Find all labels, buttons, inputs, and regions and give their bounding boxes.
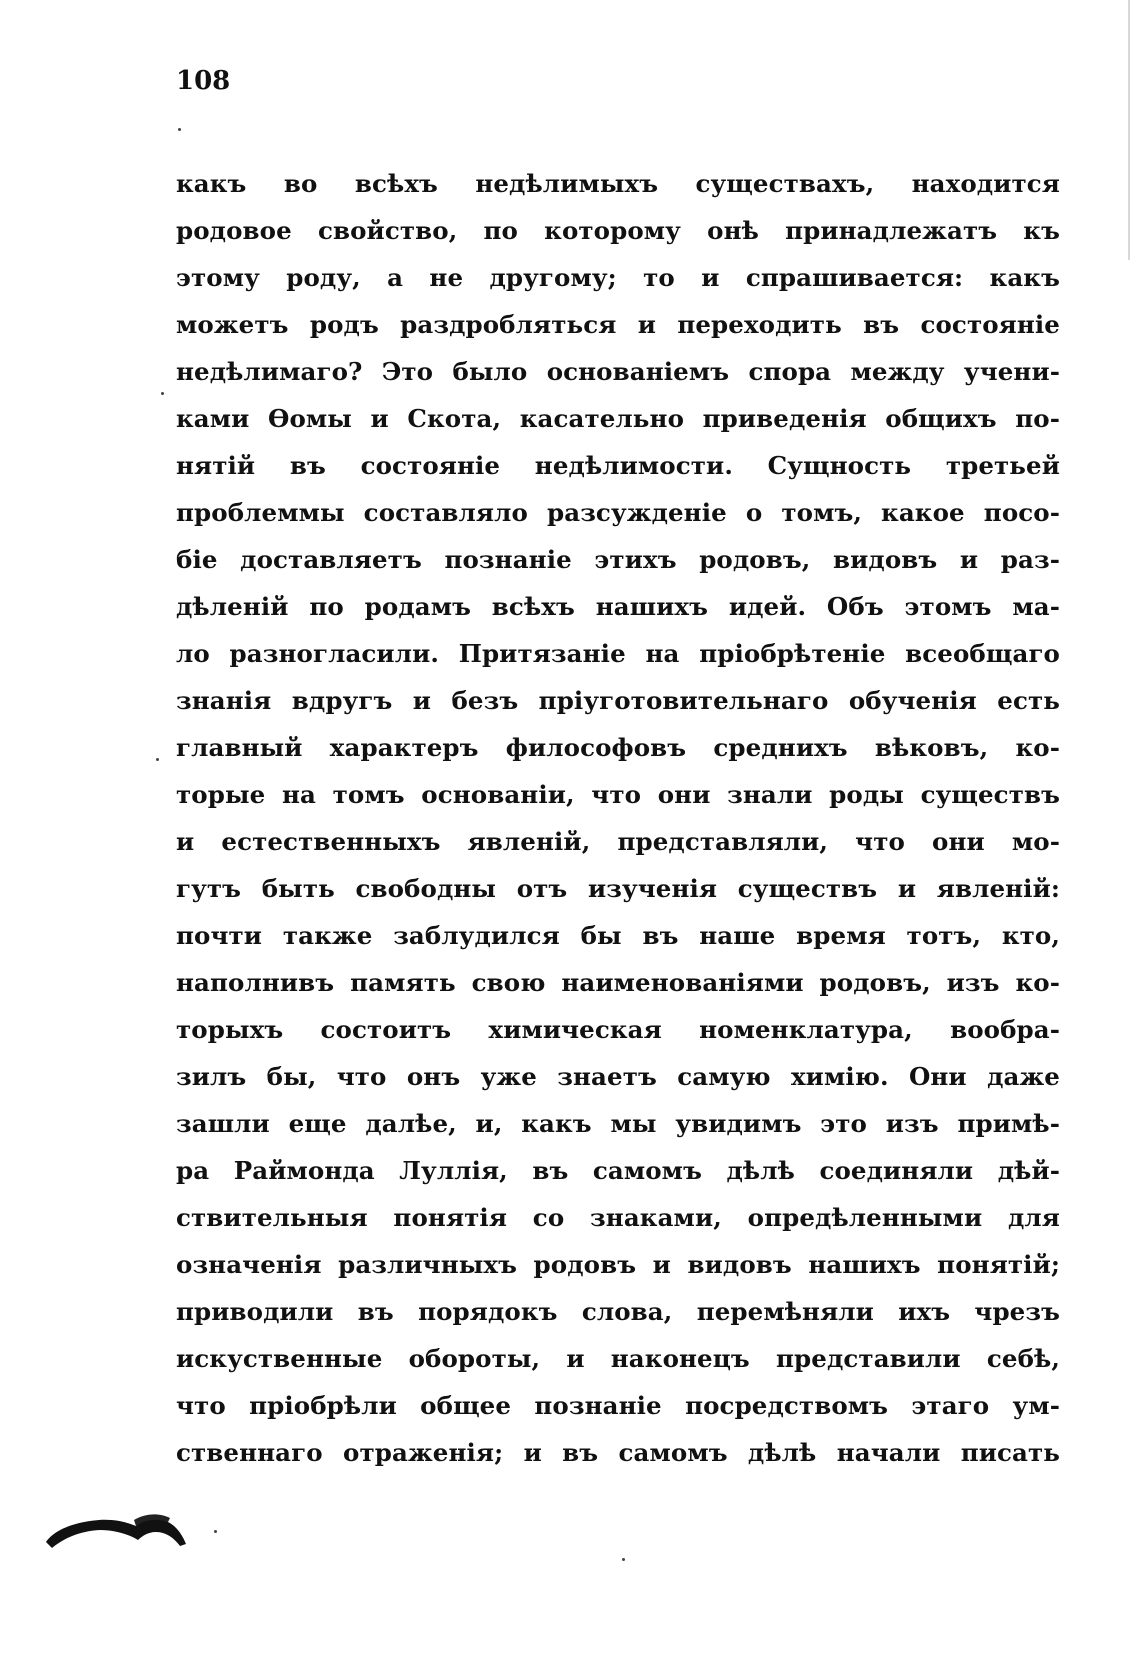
text-line: приводили въ порядокъ слова, перемѣняли ихъ чрезъ [176,1297,1060,1326]
body-text [176,160,1060,1476]
text-line: искуственные обороты, и наконецъ представили себѣ, [176,1344,1060,1373]
text-line: ственнаго отраженія; и въ самомъ дѣлѣ начали писать [176,1438,1060,1467]
text-line: и естественныхъ явленій, представляли, что они мо- [176,827,1060,856]
speck [156,758,159,761]
ink-blot-mark [44,1500,194,1560]
text-line: зилъ бы, что онъ уже знаетъ самую химію. Они даже [176,1062,1060,1091]
binding-edge [1128,0,1130,260]
text-line: дѣленій по родамъ всѣхъ нашихъ идей. Объ этомъ ма- [176,592,1060,621]
text-line: ствительныя понятія со знаками, опредѣленными для [176,1203,1060,1232]
text-line: проблеммы составляло разсужденіе о томъ, какое посо- [176,498,1060,527]
text-line: гутъ быть свободны отъ изученія существъ и явленій: [176,874,1060,903]
speck [178,128,181,131]
text-line: почти также заблудился бы въ наше время тотъ, кто, [176,921,1060,950]
text-line: ра Раймонда Луллія, въ самомъ дѣлѣ соединяли дѣй- [176,1156,1060,1185]
text-line: означенія различныхъ родовъ и видовъ нашихъ понятій; [176,1250,1060,1279]
text-line: недѣлимаго? Это было основаніемъ спора между учени- [176,357,1060,386]
text-line: знанія вдругъ и безъ пріуготовительнаго обученія есть [176,686,1060,715]
text-line: что пріобрѣли общее познаніе посредствомъ этаго ум- [176,1391,1060,1420]
speck [161,392,164,395]
text-line: главный характеръ философовъ среднихъ вѣковъ, ко- [176,733,1060,762]
text-line: торыхъ состоитъ химическая номенклатура, вообра- [176,1015,1060,1044]
speck [214,1530,217,1533]
text-line: нятій въ состояніе недѣлимости. Сущность третьей [176,451,1060,480]
text-line: наполнивъ память свою наименованіями родовъ, изъ ко- [176,968,1060,997]
text-line: біе доставляетъ познаніе этихъ родовъ, видовъ и раз- [176,545,1060,574]
text-line: родовое свойство, по которому онѣ принадлежатъ къ [176,216,1060,245]
text-line: этому роду, а не другому; то и спрашивается: какъ [176,263,1060,292]
speck [622,1558,625,1561]
text-line: ло разногласили. Притязаніе на пріобрѣтеніе всеобщаго [176,639,1060,668]
text-line: зашли еще далѣе, и, какъ мы увидимъ это изъ примѣ- [176,1109,1060,1138]
page-number: 108 [176,66,231,96]
text-line: какъ во всѣхъ недѣлимыхъ существахъ, находится [176,169,1060,198]
text-line: можетъ родъ раздробляться и переходить въ состояніе [176,310,1060,339]
text-line: торые на томъ основаніи, что они знали роды существъ [176,780,1060,809]
text-line: ками Ѳомы и Скота, касательно приведенія общихъ по- [176,404,1060,433]
